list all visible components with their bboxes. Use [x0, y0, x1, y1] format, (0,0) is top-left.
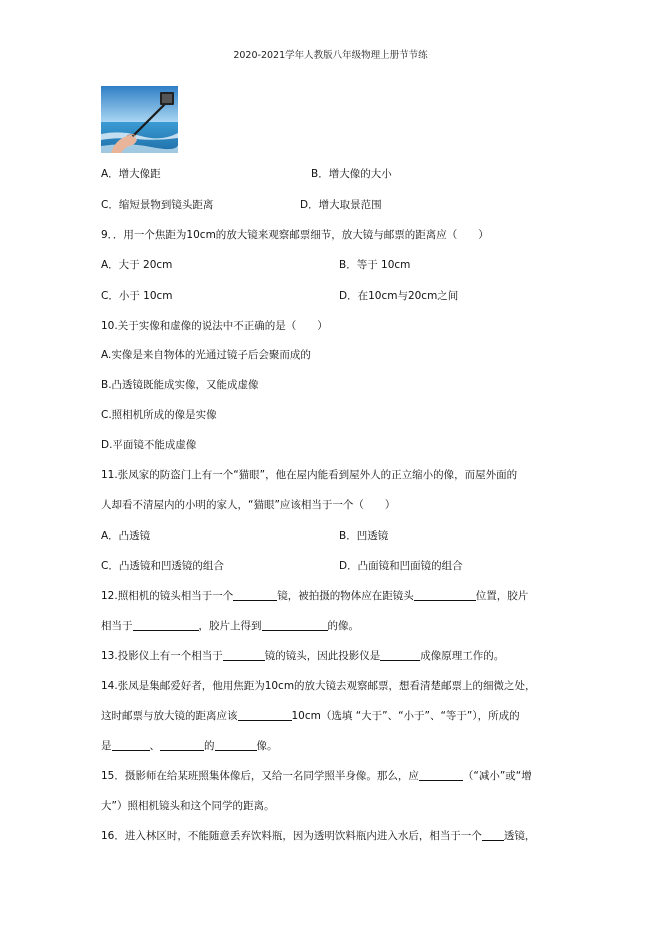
q14-text-4: 、	[149, 740, 160, 752]
q14-blank-4[interactable]	[215, 739, 257, 751]
selfie-stick-photo	[101, 86, 178, 153]
q14-text-6: 像。	[256, 740, 278, 752]
q12-text-5: ，胶片上得到	[198, 620, 262, 632]
q16-text-1: 16．进入林区时，不能随意丢弃饮料瓶，因为透明饮料瓶内进入水后，相当于一个	[101, 830, 482, 842]
q12-blank-2[interactable]	[414, 589, 476, 601]
q12-blank-3[interactable]	[133, 619, 199, 631]
q11-option-a: A．凸透镜	[101, 530, 151, 542]
q16-text-2: 透镜，	[503, 830, 536, 842]
q14-line2	[101, 709, 520, 723]
q15-blank-1[interactable]	[419, 769, 463, 781]
q12-blank-1[interactable]	[233, 589, 277, 601]
q12-text-2: 镜，被拍摄的物体应在距镜头	[277, 590, 414, 602]
q8-option-c: C．缩短景物到镜头距离	[101, 199, 214, 211]
q9-option-b: B．等于 10cm	[339, 259, 411, 271]
q12-text-6: 的像。	[327, 620, 359, 632]
page-header: 2020-2021学年人教版八年级物理上册节节练	[233, 50, 428, 61]
selfie-stick-image	[101, 86, 178, 153]
q12-text-3: 位置，胶片	[475, 590, 529, 602]
q13-text-1: 13.投影仪上有一个相当于	[101, 650, 223, 662]
q14-line1: 14.张凤是集邮爱好者，他用焦距为10cm的放大镜去观察邮票，想看清楚邮票上的细微之处，	[101, 680, 536, 692]
q16-line1	[101, 829, 535, 843]
q11-option-b: B．凹透镜	[339, 530, 389, 542]
q11-stem-line1: 11.张凤家的防盗门上有一个“猫眼”，他在屋内能看到屋外人的正立缩小的像，而屋外面的	[101, 469, 518, 481]
q10-option-c: C.照相机所成的像是实像	[101, 409, 217, 421]
q13-blank-1[interactable]	[223, 649, 265, 661]
q10-option-d: D.平面镜不能成虚像	[101, 439, 197, 451]
q15-text-1: 15．摄影师在给某班照集体像后，又给一名同学照半身像。那么，应	[101, 770, 419, 782]
q10-stem: 10.关于实像和虚像的说法中不正确的是（ ）	[101, 320, 328, 332]
q14-blank-1[interactable]	[238, 709, 292, 721]
q9-stem: 9．．用一个焦距为10cm的放大镜来观察邮票细节，放大镜与邮票的距离应（ ）	[101, 229, 489, 241]
q12-line1	[101, 589, 528, 603]
q14-line3	[101, 739, 278, 753]
q13-text-2: 镜的镜头，因此投影仪是	[264, 650, 381, 662]
q11-option-c: C．凸透镜和凹透镜的组合	[101, 560, 224, 572]
q12-text-1: 12.照相机的镜头相当于一个	[101, 590, 234, 602]
q11-option-d: D．凸面镜和凹面镜的组合	[339, 560, 463, 572]
q14-text-2: 10cm（选填 “大于”、“小于”、“等于”），所成的	[291, 710, 520, 722]
q16-blank-1[interactable]	[482, 829, 504, 841]
q14-text-1: 这时邮票与放大镜的距离应该	[101, 710, 238, 722]
q14-text-5: 的	[204, 740, 215, 752]
q11-stem-line2: 人却看不清屋内的小明的家人，“猫眼”应该相当于一个（ ）	[101, 499, 396, 511]
q12-line2	[101, 619, 359, 633]
q9-option-d: D．在10cm与20cm之间	[339, 290, 459, 302]
q8-option-d: D．增大取景范围	[300, 199, 382, 211]
q13-line	[101, 649, 504, 663]
q15-text-2: （“减小”或“增	[462, 770, 532, 782]
q14-text-3: 是	[101, 740, 112, 752]
q12-text-4: 相当于	[101, 620, 133, 632]
q9-option-a: A．大于 20cm	[101, 259, 173, 271]
q15-line1	[101, 769, 532, 783]
q15-line2: 大”）照相机镜头和这个同学的距离。	[101, 800, 275, 812]
q8-option-b: B．增大像的大小	[311, 168, 392, 180]
q12-blank-4[interactable]	[262, 619, 328, 631]
q8-option-a: A．增大像距	[101, 168, 161, 180]
q10-option-b: B.凸透镜既能成实像，又能成虚像	[101, 379, 259, 391]
q14-blank-3[interactable]	[160, 739, 204, 751]
q14-blank-2[interactable]	[112, 739, 150, 751]
q13-text-3: 成像原理工作的。	[420, 650, 505, 662]
q13-blank-2[interactable]	[380, 649, 420, 661]
q10-option-a: A.实像是来自物体的光通过镜子后会聚而成的	[101, 349, 311, 361]
q9-option-c: C．小于 10cm	[101, 290, 173, 302]
